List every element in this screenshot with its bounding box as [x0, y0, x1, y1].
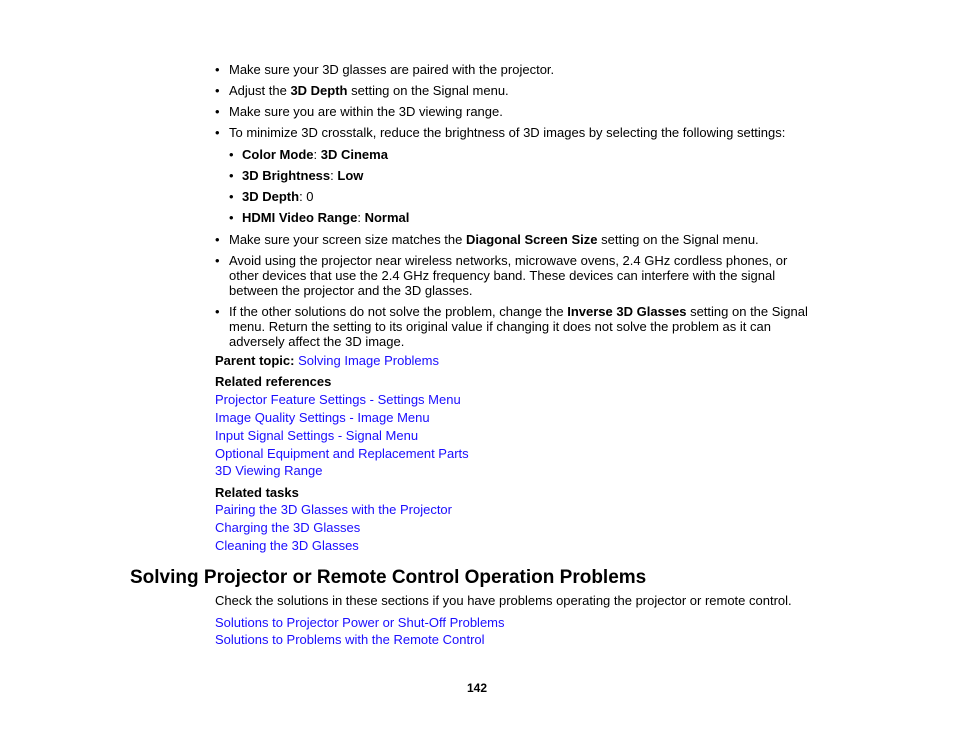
- text-run: :: [313, 147, 321, 162]
- bold-term: 3D Brightness: [242, 168, 331, 183]
- text-run: Make sure you are within the 3D viewing range.: [229, 104, 503, 119]
- section-intro: Check the solutions in these sections if you have problems operating the projector or remote control.: [215, 593, 792, 608]
- related-reference-link[interactable]: Input Signal Settings - Signal Menu: [215, 428, 419, 443]
- parent-topic: [215, 353, 439, 368]
- bold-term: Inverse 3D Glasses: [567, 304, 687, 319]
- text-run: :: [330, 168, 338, 183]
- bullet-list-top: [215, 62, 825, 140]
- related-task-link[interactable]: Cleaning the 3D Glasses: [215, 538, 359, 553]
- text-run: Make sure your 3D glasses are paired with the projector.: [229, 62, 555, 77]
- sub-bullet-item: [229, 168, 409, 183]
- text-run: setting on the Signal menu.: [347, 83, 509, 98]
- section-link[interactable]: Solutions to Problems with the Remote Control: [215, 632, 485, 647]
- bold-term: 3D Cinema: [320, 147, 388, 162]
- bold-term: Low: [337, 168, 364, 183]
- text-run: If the other solutions do not solve the problem, change the: [229, 304, 568, 319]
- bullet-item: [215, 232, 815, 247]
- related-reference-link[interactable]: Image Quality Settings - Image Menu: [215, 410, 430, 425]
- bullet-item: [215, 104, 825, 119]
- bold-term: HDMI Video Range: [242, 210, 358, 225]
- bullet-item: [215, 125, 825, 140]
- bullet-item: [215, 304, 815, 349]
- bold-term: Color Mode: [242, 147, 314, 162]
- text-run: setting on the Signal menu. Return the setting to its original value if changing it does not solve the problem as it can adversely affect the 3D image.: [229, 304, 808, 349]
- bold-term: Diagonal Screen Size: [466, 232, 598, 247]
- text-run: Adjust the: [229, 83, 291, 98]
- text-run: To minimize 3D crosstalk, reduce the brightness of 3D images by selecting the following settings:: [229, 125, 786, 140]
- parent-topic-link[interactable]: Solving Image Problems: [298, 353, 439, 368]
- bold-term: 3D Depth: [290, 83, 348, 98]
- related-tasks-heading: Related tasks: [215, 485, 299, 500]
- text-run: Make sure your screen size matches the: [229, 232, 466, 247]
- related-reference-link[interactable]: Optional Equipment and Replacement Parts: [215, 446, 469, 461]
- related-task-link[interactable]: Charging the 3D Glasses: [215, 520, 361, 535]
- sub-bullet-item: [229, 210, 409, 225]
- section-title: Solving Projector or Remote Control Operation Problems: [130, 567, 647, 588]
- page-number: 142: [466, 681, 488, 695]
- section-link[interactable]: Solutions to Projector Power or Shut-Off Problems: [215, 615, 505, 630]
- related-references-heading: Related references: [215, 374, 332, 389]
- sub-bullet-item: [229, 147, 409, 162]
- bold-term: Normal: [364, 210, 410, 225]
- parent-topic-label: Parent topic:: [215, 353, 295, 368]
- text-run: : 0: [299, 189, 314, 204]
- bold-term: 3D Depth: [242, 189, 300, 204]
- related-task-link[interactable]: Pairing the 3D Glasses with the Projector: [215, 502, 452, 517]
- related-reference-link[interactable]: 3D Viewing Range: [215, 463, 323, 478]
- settings-sub-list: [229, 147, 409, 225]
- text-run: setting on the Signal menu.: [597, 232, 759, 247]
- bullet-item: [215, 83, 825, 98]
- text-run: Avoid using the projector near wireless networks, microwave ovens, 2.4 GHz cordless phones, or other devices that use the 2.4 GHz frequency band. These devices can interfere with the signal between the projector and the 3D glasses.: [229, 253, 788, 298]
- bullet-item: [215, 62, 825, 77]
- related-reference-link[interactable]: Projector Feature Settings - Settings Menu: [215, 392, 461, 407]
- sub-bullet-item: [229, 189, 409, 204]
- bullet-item: [215, 253, 799, 298]
- text-run: :: [357, 210, 365, 225]
- bullet-list-bottom: [215, 232, 815, 349]
